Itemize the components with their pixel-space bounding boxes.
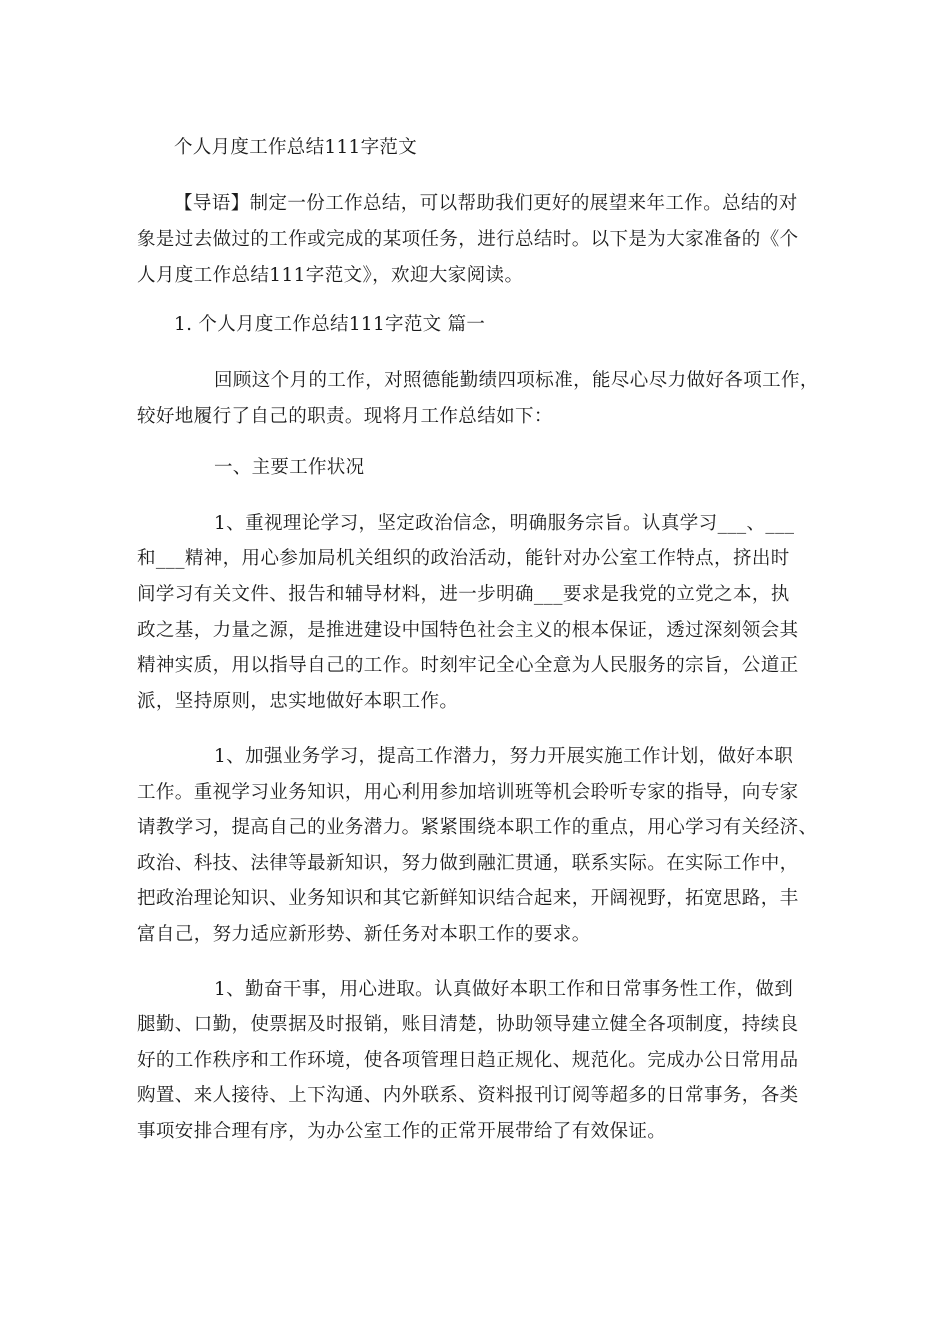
paragraph-line: 1、勤奋干事，用心进取。认真做好本职工作和日常事务性工作，做到 (214, 979, 794, 1000)
paragraph-line: 派，坚持原则，忠实地做好本职工作。 (137, 691, 459, 712)
opening-line: 回顾这个月的工作，对照德能勤绩四项标准，能尽心尽力做好各项工作， (214, 370, 819, 391)
intro-line: 人月度工作总结111字范文》，欢迎大家阅读。 (137, 265, 524, 286)
paragraph-line: 和___精神，用心参加局机关组织的政治活动，能针对办公室工作特点，挤出时 (137, 548, 790, 569)
intro-line: 【导语】制定一份工作总结，可以帮助我们更好的展望来年工作。总结的对 (174, 193, 798, 214)
section-title: 1. 个人月度工作总结111字范文 篇一 (174, 314, 486, 335)
paragraph-line: 富自己，努力适应新形势、新任务对本职工作的要求。 (137, 924, 591, 945)
intro-line: 象是过去做过的工作或完成的某项任务，进行总结时。以下是为大家准备的《个 (137, 229, 799, 250)
paragraph-line: 购置、来人接待、上下沟通、内外联系、资料报刊订阅等超多的日常事务，各类 (137, 1085, 799, 1106)
paragraph-line: 把政治理论知识、业务知识和其它新鲜知识结合起来，开阔视野，拓宽思路，丰 (137, 888, 799, 909)
paragraph-line: 间学习有关文件、报告和辅导材料，进一步明确___要求是我党的立党之本，执 (137, 584, 790, 605)
paragraph-line: 腿勤、口勤，使票据及时报销，账目清楚，协助领导建立健全各项制度，持续良 (137, 1014, 799, 1035)
paragraph-line: 事项安排合理有序，为办公室工作的正常开展带给了有效保证。 (137, 1121, 667, 1142)
paragraph-line: 政之基，力量之源，是推进建设中国特色社会主义的根本保证，透过深刻领会其 (137, 620, 799, 641)
opening-line: 较好地履行了自己的职责。现将月工作总结如下： (137, 406, 553, 427)
paragraph-line: 请教学习，提高自己的业务潜力。紧紧围绕本职工作的重点，用心学习有关经济、 (137, 817, 818, 838)
heading-main-work: 一、主要工作状况 (214, 457, 365, 478)
paragraph-line: 精神实质，用以指导自己的工作。时刻牢记全心全意为人民服务的宗旨，公道正 (137, 655, 799, 676)
paragraph-line: 工作。重视学习业务知识，用心利用参加培训班等机会聆听专家的指导，向专家 (137, 782, 799, 803)
paragraph-line: 1、加强业务学习，提高工作潜力，努力开展实施工作计划，做好本职 (214, 746, 794, 767)
paragraph-line: 1、重视理论学习，坚定政治信念，明确服务宗旨。认真学习___、___ (214, 513, 795, 534)
paragraph-line: 好的工作秩序和工作环境，使各项管理日趋正规化、规范化。完成办公日常用品 (137, 1050, 799, 1071)
document-title: 个人月度工作总结111字范文 (174, 137, 418, 158)
paragraph-line: 政治、科技、法律等最新知识，努力做到融汇贯通，联系实际。在实际工作中， (137, 853, 799, 874)
